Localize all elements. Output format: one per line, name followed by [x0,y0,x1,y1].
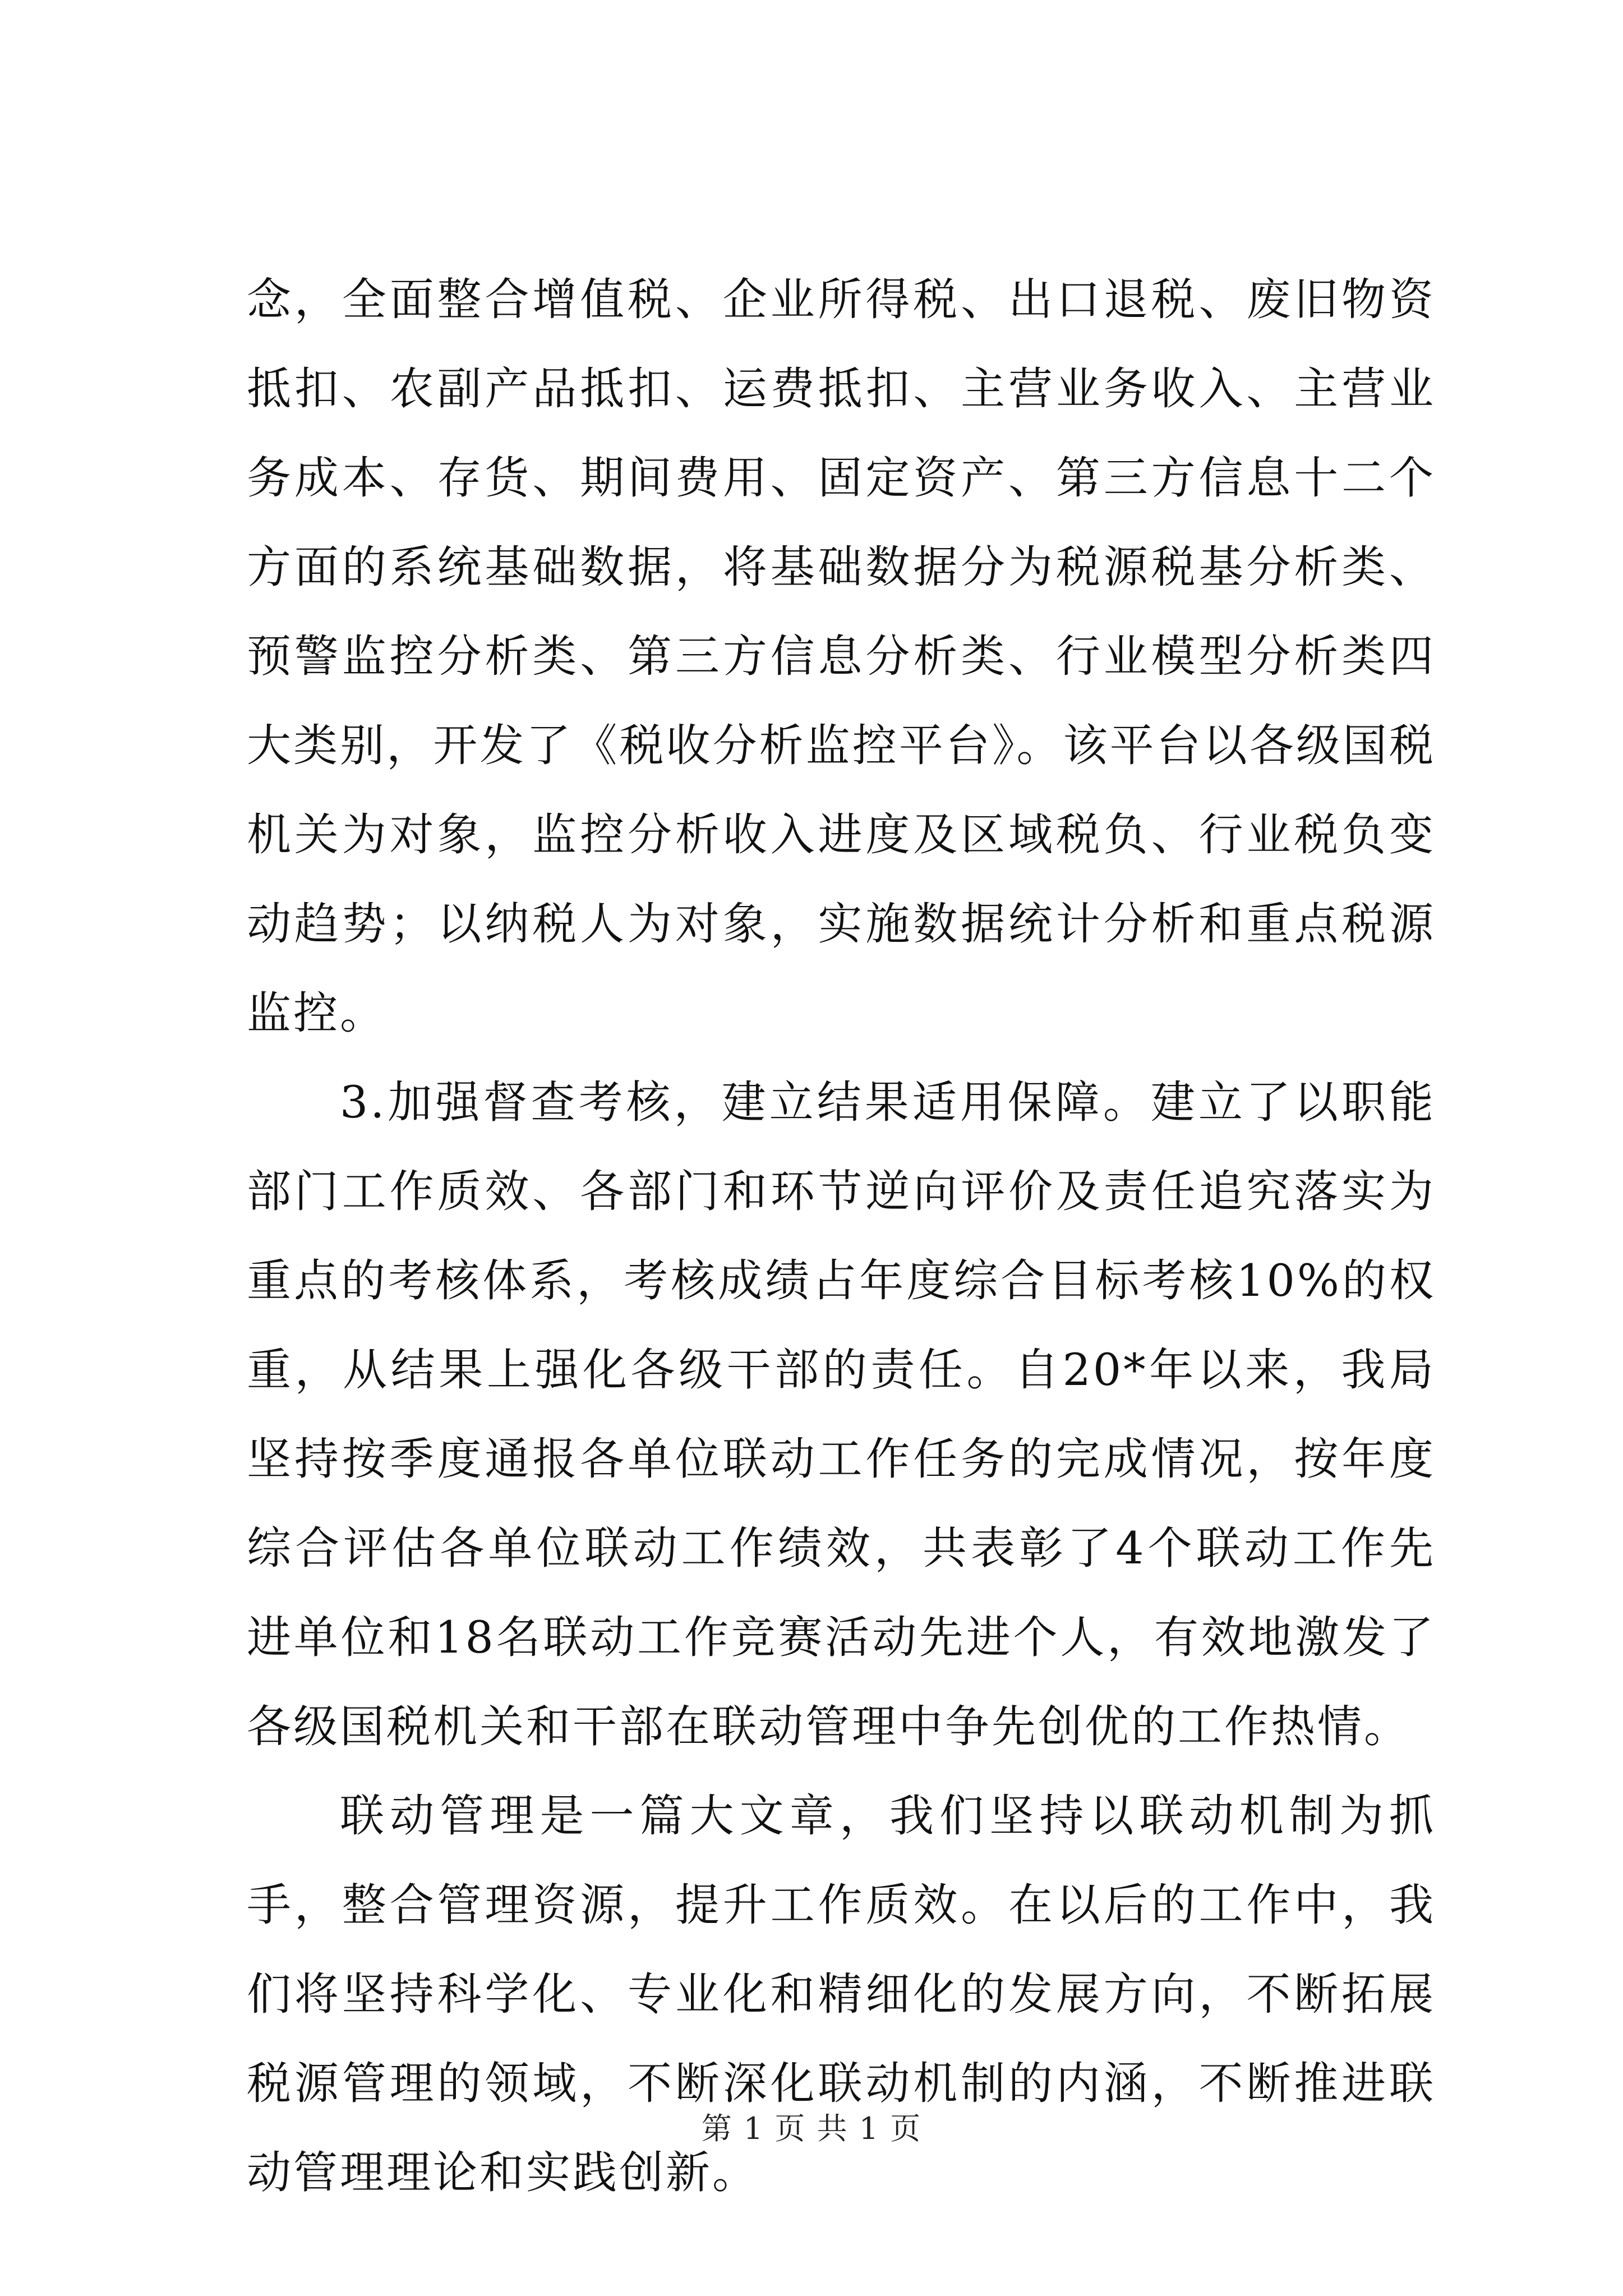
paragraph-supervision-assessment: 3.加强督查考核，建立结果适用保障。建立了以职能部门工作质效、各部门和环节逆向评价及责任追究落实为重点的考核体系，考核成绩占年度综合目标考核10%的权重，从结果上强化各级干部的责任。自20*年以来，我局坚持按季度通报各单位联动工作任务的完成情况，按年度综合评估各单位联动工作绩效，共表彰了4个联动工作先进单位和18名联动工作竞赛活动先进个人，有效地激发了各级国税机关和干部在联动管理中争先创优的工作热情。 [247,1076,1436,1752]
paragraph-conclusion: 联动管理是一篇大文章，我们坚持以联动机制为抓手，整合管理资源，提升工作质效。在以后的工作中，我们将坚持科学化、专业化和精细化的发展方向，不断拓展税源管理的领域，不断深化联动机制的内涵，不断推进联动管理理论和实践创新。 [247,1790,1436,2198]
document-body [247,255,1436,2217]
paragraph-continuation: 念，全面整合增值税、企业所得税、出口退税、废旧物资抵扣、农副产品抵扣、运费抵扣、主营业务收入、主营业务成本、存货、期间费用、固定资产、第三方信息十二个方面的系统基础数据，将基础数据分为税源税基分析类、预警监控分析类、第三方信息分析类、行业模型分析类四大类别，开发了《税收分析监控平台》。该平台以各级国税机关为对象，监控分析收入进度及区域税负、行业税负变动趋势；以纳税人为对象，实施数据统计分析和重点税源监控。 [247,274,1436,1039]
page-footer: 第 1 页 共 1 页 [701,2111,922,2146]
